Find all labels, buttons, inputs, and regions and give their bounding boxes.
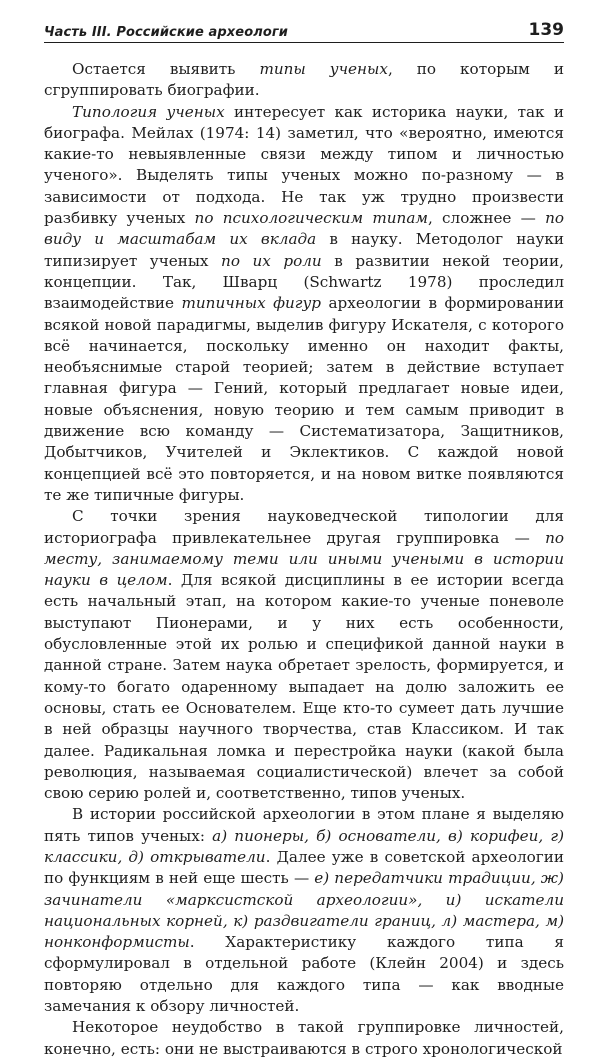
italic-phrase: а) пионеры, б) основатели, в) корифеи, г) классики, д) открыватели (44, 826, 564, 866)
italic-phrase: по психологическим типам (194, 209, 428, 228)
text-run: . Характеристику каждого типа я сформулировал в отдельной работе (Клейн 2004) и здесь повторяю отдельно для каждого типа — как вводные замечания к обзору личностей. (44, 933, 564, 1016)
text-run: в развитии некой теории, концепции. Так, Шварц (Schwartz 1978) проследил взаимодействие (44, 251, 564, 313)
italic-phrase: типы ученых (259, 60, 388, 78)
body-text (44, 59, 564, 1060)
running-title: Часть III. Российские археологи (44, 25, 288, 40)
text-run: интересует как историка науки, так и биографа. Мейлах (1974: 14) заметил, что «вероятно, имеются какие-то невыявленные связи между типом и личностью ученого». Выделять типы ученых можно по-разному — в зависимости от подхода. Не так уж трудно произвести разбивку ученых (44, 102, 564, 228)
text-run: , сложнее — (427, 209, 546, 228)
italic-phrase: типичных фигур (181, 294, 321, 313)
paragraph-5 (44, 1017, 564, 1060)
paragraph-4 (44, 804, 564, 1017)
text-run: Некоторое неудобство в такой группировке личностей, конечно, есть: они не выстраиваются в строго хронологической (44, 1018, 564, 1058)
italic-phrase: по месту, занимаемому теми или иными учеными в истории науки в целом (44, 528, 564, 590)
paragraph-3 (44, 506, 564, 804)
running-header (44, 14, 564, 43)
text-run: С точки зрения науковедческой типологии для историографа привлекательнее другая группировка — (44, 507, 564, 547)
italic-phrase: по их роли (221, 251, 322, 270)
book-page (44, 14, 564, 1060)
paragraph-1 (44, 59, 564, 102)
text-run: в науку. Методолог науки типизирует ученых (44, 230, 564, 270)
text-run: . Для всякой дисциплины в ее истории всегда есть начальный этап, на котором какие-то ученые поневоле выступают Пионерами, и у них есть особенности, обусловленные этой их ролью и спецификой данной науки в данной стране. Затем наука обретает зрелость, формируется, и кому-то богато одаренному выпадает на долю заложить ее основы, стать ее Основателем. Еще кто-то сумеет дать лучшие в ней образцы научного творчества, став Классиком. И так далее. Радикальная ломка и перестройка науки (какой была революция, называемая социалистической) влечет за собой свою серию ролей и, соответственно, типов ученых. (44, 571, 564, 803)
text-run: , по которым и сгруппировать биографии. (44, 60, 564, 100)
text-run: Остается выявить (72, 60, 260, 78)
italic-phrase: е) передатчики традиции, ж) зачинатели «марксистской археологии», и) искатели национальных корней, к) раздвигатели границ, л) мастера, м) нонконформисты (44, 869, 564, 952)
text-run: археологии в формировании всякой новой парадигмы, выделив фигуру Искателя, с которого всё начинается, поскольку именно он находит факты, необъяснимые старой теорией; затем в действие вступает главная фигура — Гений, который предлагает новые идеи, новые объяснения, новую теорию и тем самым приводит в движение всю команду — Систематизатора, Защитников, Добытчиков, Учителей и Эклектиков. С каждой новой концепцией всё это повторяется, и на новом витке появляются те же типичные фигуры. (44, 294, 565, 504)
italic-phrase: Типология ученых (72, 102, 225, 121)
text-run: . Далее уже в советской археологии по функциям в ней еще шесть — (44, 847, 564, 888)
text-run: В истории российской археологии в этом плане я выделяю пять типов ученых: (44, 805, 564, 845)
italic-phrase: по виду и масштабам их вклада (44, 209, 565, 249)
paragraph-2 (44, 102, 564, 507)
page-number: 139 (528, 20, 564, 40)
